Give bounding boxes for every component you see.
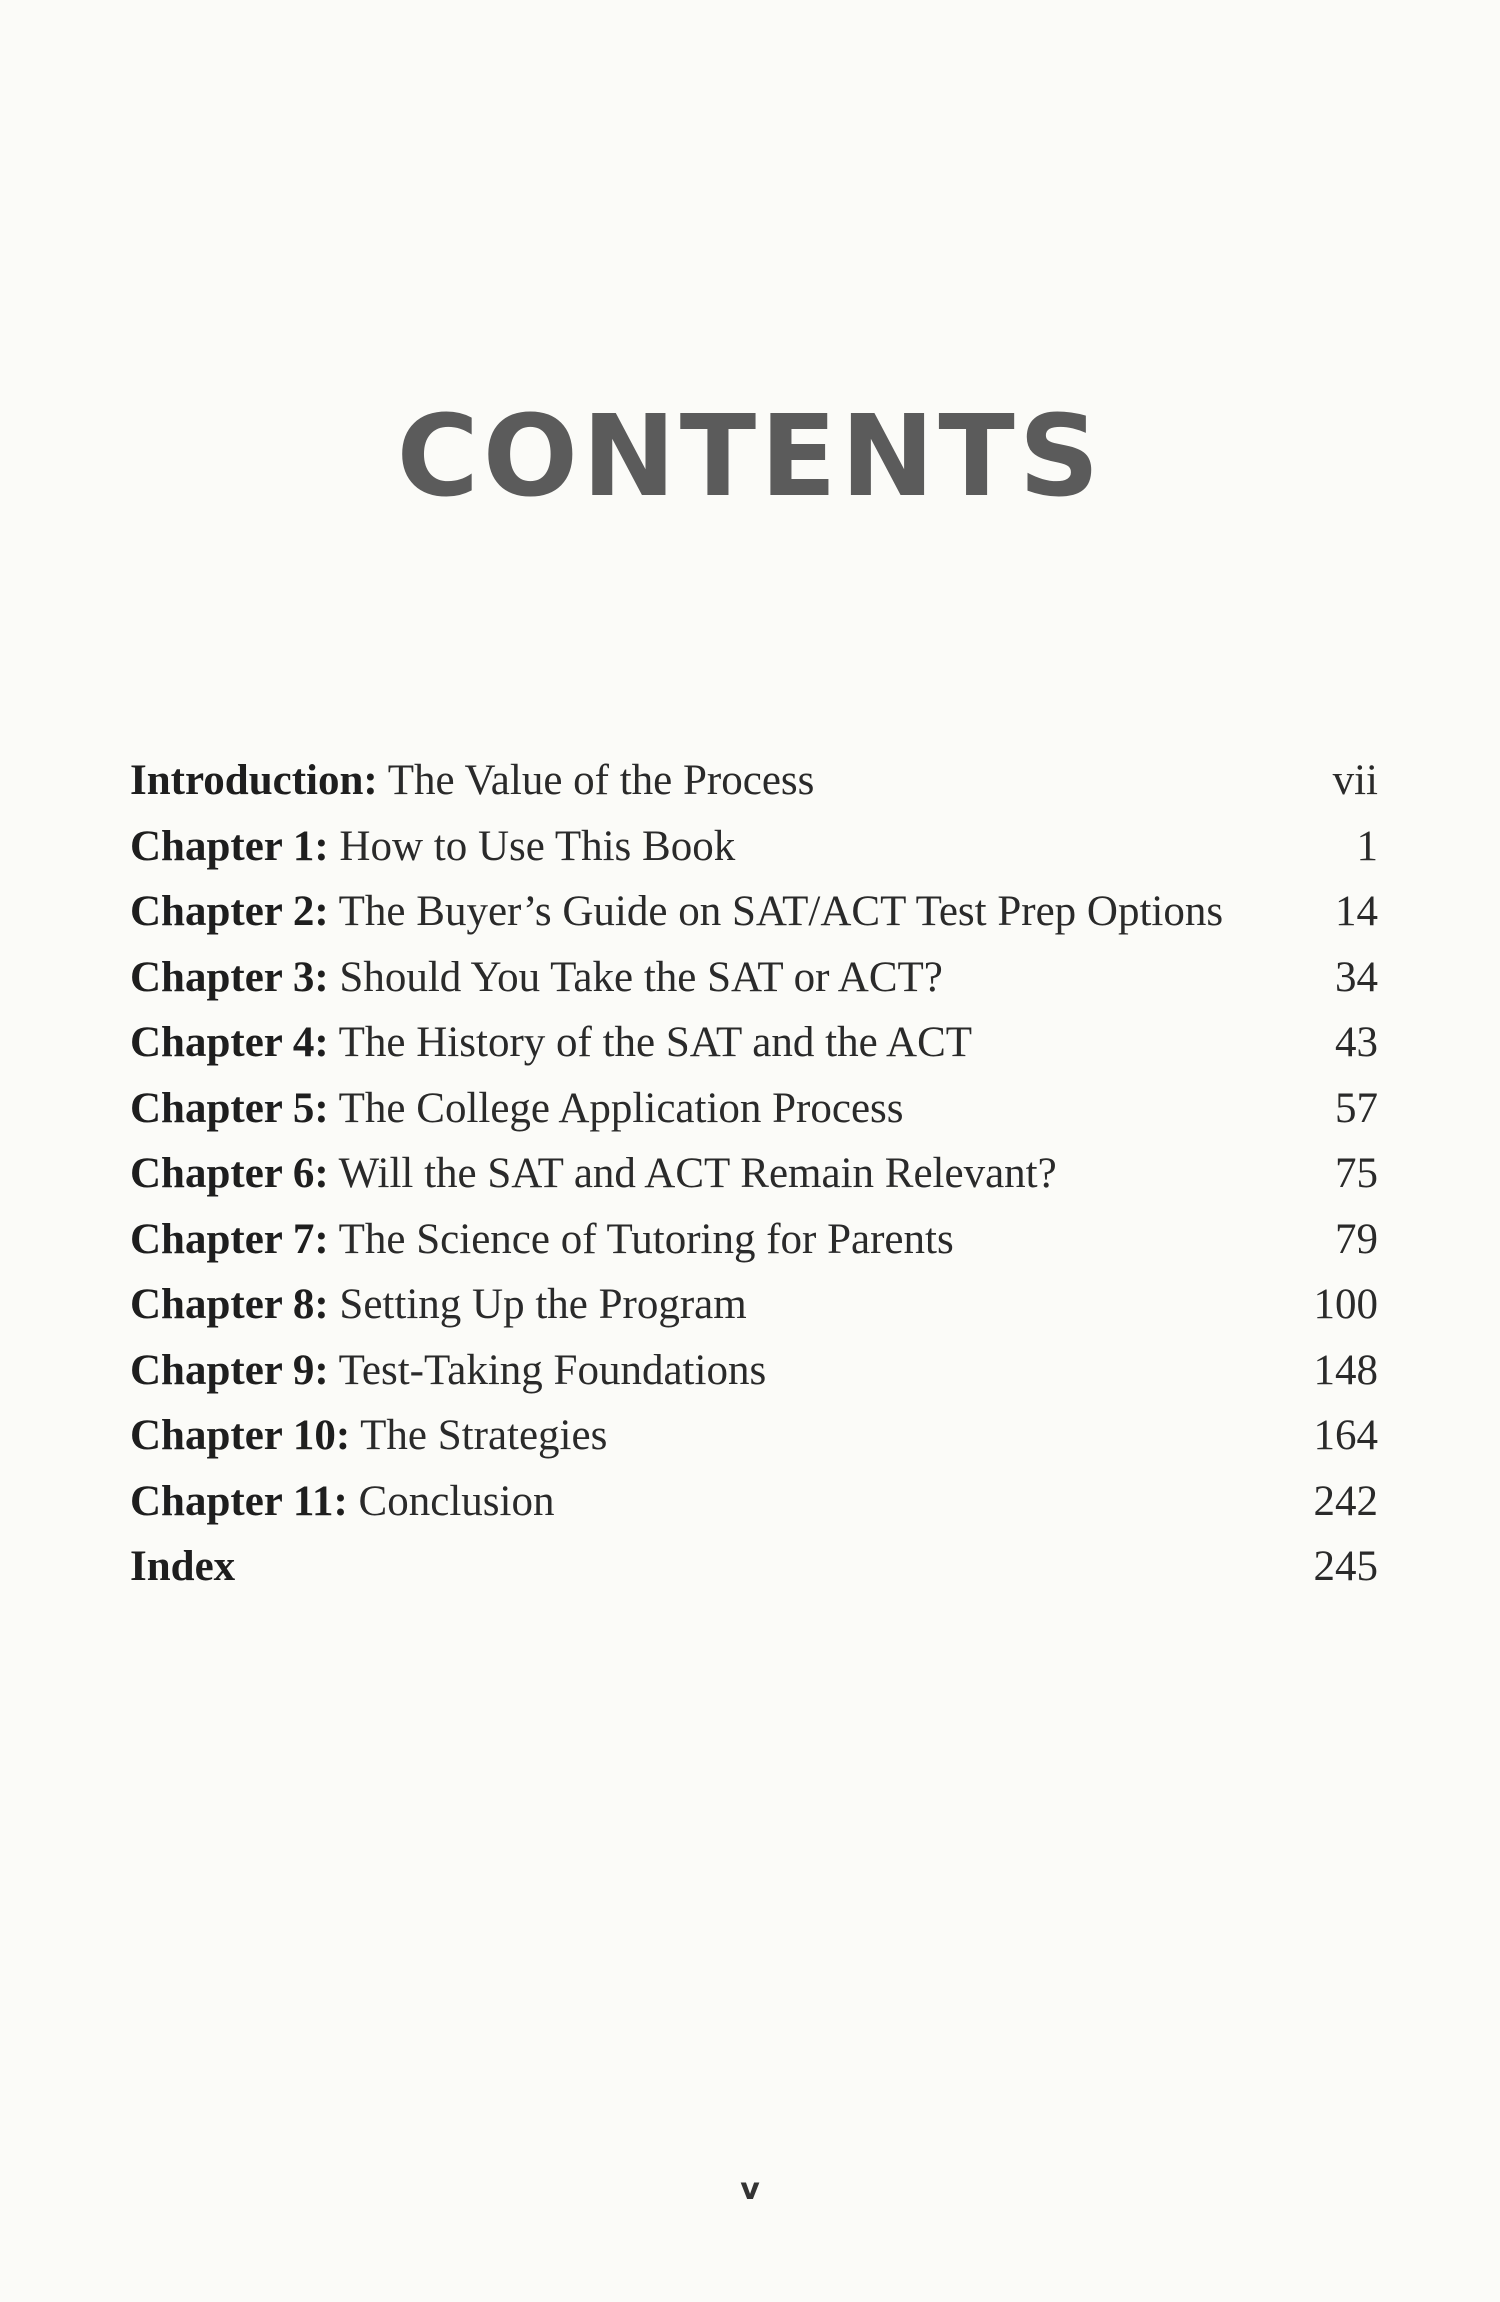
- toc-entry-label: Introduction:: [130, 757, 378, 804]
- toc-entry-title: The College Application Process: [338, 1084, 904, 1132]
- toc-entry-chapter-7: [130, 1207, 1378, 1273]
- toc-entry-label: Chapter 3:: [130, 953, 329, 1001]
- toc-entry-page: 79: [1335, 1215, 1378, 1263]
- table-of-contents: [130, 748, 1378, 1600]
- toc-entry-page: 57: [1335, 1084, 1378, 1132]
- toc-entry-text: [130, 814, 735, 880]
- toc-entry-title: The History of the SAT and the ACT: [338, 1019, 973, 1066]
- toc-entry-title: Conclusion: [358, 1477, 555, 1525]
- toc-entry-chapter-2: [130, 879, 1378, 945]
- toc-entry-label: Index: [130, 1543, 236, 1590]
- toc-entry-text: [130, 1076, 904, 1142]
- toc-entry-chapter-1: [130, 814, 1378, 880]
- toc-entry-page: 100: [1313, 1281, 1378, 1328]
- toc-entry-label: Chapter 9:: [130, 1346, 329, 1394]
- toc-entry-text: [130, 1010, 972, 1076]
- page-number: v: [740, 2172, 760, 2207]
- toc-entry-page: 148: [1313, 1346, 1378, 1394]
- toc-entry-text: [130, 1403, 607, 1469]
- toc-entry-text: [130, 879, 1223, 945]
- toc-entry-text: [130, 1207, 954, 1273]
- toc-entry-title: Setting Up the Program: [339, 1281, 747, 1328]
- toc-entry-text: [130, 945, 943, 1011]
- toc-entry-label: Chapter 1:: [130, 822, 329, 870]
- toc-entry-text: [130, 1272, 747, 1338]
- toc-entry-page: 1: [1356, 822, 1378, 870]
- toc-entry-label: Chapter 6:: [130, 1150, 329, 1197]
- toc-entry-title: Test-Taking Foundations: [338, 1346, 767, 1394]
- toc-entry-introduction: [130, 748, 1378, 814]
- toc-entry-text: [130, 1141, 1057, 1207]
- toc-entry-title: Will the SAT and ACT Remain Relevant?: [338, 1150, 1057, 1197]
- toc-entry-label: Chapter 8:: [130, 1281, 329, 1328]
- toc-entry-chapter-8: [130, 1272, 1378, 1338]
- toc-entry-text: [130, 748, 814, 814]
- toc-entry-page: 43: [1335, 1019, 1378, 1066]
- toc-entry-title: Should You Take the SAT or ACT?: [339, 953, 943, 1001]
- toc-entry-chapter-10: [130, 1403, 1378, 1469]
- toc-entry-label: Chapter 4:: [130, 1019, 329, 1066]
- toc-entry-label: Chapter 7:: [130, 1215, 329, 1263]
- toc-entry-text: [130, 1534, 235, 1600]
- toc-entry-page: 75: [1335, 1150, 1378, 1197]
- page-title: CONTENTS: [396, 392, 1104, 522]
- toc-entry-chapter-3: [130, 945, 1378, 1011]
- toc-entry-page: 245: [1313, 1543, 1378, 1590]
- toc-entry-chapter-4: [130, 1010, 1378, 1076]
- toc-entry-title: The Science of Tutoring for Parents: [338, 1215, 954, 1263]
- toc-entry-title: The Buyer’s Guide on SAT/ACT Test Prep Options: [338, 888, 1224, 935]
- toc-entry-chapter-11: [130, 1469, 1378, 1535]
- toc-entry-page: vii: [1332, 757, 1378, 804]
- toc-entry-label: Chapter 5:: [130, 1084, 329, 1132]
- toc-entry-page: 34: [1335, 953, 1378, 1001]
- toc-entry-title: The Value of the Process: [387, 757, 815, 804]
- toc-entry-index: [130, 1534, 1378, 1600]
- toc-entry-page: 164: [1313, 1412, 1378, 1459]
- toc-entry-title: The Strategies: [360, 1412, 608, 1459]
- toc-entry-page: 14: [1335, 888, 1378, 935]
- toc-entry-text: [130, 1338, 766, 1404]
- toc-entry-text: [130, 1469, 554, 1535]
- toc-entry-chapter-9: [130, 1338, 1378, 1404]
- toc-entry-chapter-5: [130, 1076, 1378, 1142]
- toc-entry-label: Chapter 10:: [130, 1412, 351, 1459]
- toc-entry-title: How to Use This Book: [339, 822, 736, 870]
- toc-entry-page: 242: [1313, 1477, 1378, 1525]
- toc-entry-label: Chapter 11:: [130, 1477, 348, 1525]
- toc-entry-label: Chapter 2:: [130, 888, 329, 935]
- toc-entry-chapter-6: [130, 1141, 1378, 1207]
